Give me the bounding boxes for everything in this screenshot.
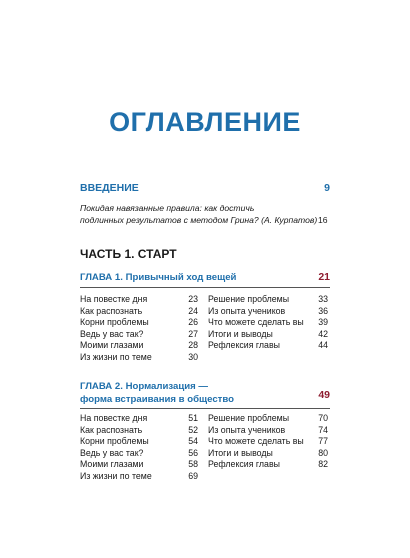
chapter2-left-list bbox=[80, 413, 198, 483]
toc-item[interactable]: Решение проблемы 33 bbox=[208, 294, 328, 304]
toc-item[interactable]: Из жизни по теме 30 bbox=[80, 351, 198, 362]
toc-item[interactable]: Рефлексия главы 82 bbox=[208, 459, 328, 470]
chapter1-heading[interactable] bbox=[80, 271, 330, 284]
chapter1-divider bbox=[80, 287, 330, 288]
toc-item[interactable]: Моими глазами 28 bbox=[80, 340, 198, 351]
intro-label: ВВЕДЕНИЕ bbox=[80, 182, 139, 194]
toc-item[interactable]: На повестке дня 51 bbox=[80, 413, 198, 423]
chapter2-title-line1: ГЛАВА 2. Нормализация — bbox=[80, 381, 209, 392]
chapter2-divider bbox=[80, 408, 330, 409]
toc-item[interactable]: Моими глазами 58 bbox=[80, 459, 198, 470]
chapter2-heading[interactable] bbox=[80, 380, 330, 406]
toc-item[interactable]: Что можете сделать вы 39 bbox=[208, 317, 328, 328]
intro-note-line2: подлинных результатов с методом Грина? (А. Курпатов) bbox=[80, 215, 318, 225]
toc-item[interactable]: Из опыта учеников 74 bbox=[208, 424, 328, 435]
toc-item[interactable]: Корни проблемы 26 bbox=[80, 317, 198, 328]
toc-item[interactable]: Решение проблемы 70 bbox=[208, 413, 328, 423]
chapter1-title: ГЛАВА 1. Привычный ход вещей bbox=[80, 272, 237, 283]
intro-note-page-number: 16 bbox=[318, 215, 328, 225]
chapter1-right-list bbox=[208, 294, 328, 352]
toc-item[interactable]: Из опыта учеников 36 bbox=[208, 305, 328, 316]
toc-item[interactable]: Ведь у вас так? 56 bbox=[80, 447, 198, 458]
toc-item[interactable]: Итоги и выводы 42 bbox=[208, 328, 328, 339]
toc-item[interactable]: Из жизни по теме 69 bbox=[80, 470, 198, 481]
part-heading: ЧАСТЬ 1. СТАРТ bbox=[80, 247, 177, 261]
toc-item[interactable]: Рефлексия главы 44 bbox=[208, 340, 328, 351]
chapter1-left-list bbox=[80, 294, 198, 364]
intro-subentry[interactable] bbox=[80, 202, 320, 226]
toc-item[interactable]: Итоги и выводы 80 bbox=[208, 447, 328, 458]
toc-item[interactable]: Корни проблемы 54 bbox=[80, 436, 198, 447]
toc-item[interactable]: На повестке дня 23 bbox=[80, 294, 198, 304]
intro-note-line1: Покидая навязанные правила: как достичь bbox=[80, 203, 255, 213]
toc-item[interactable]: Как распознать 52 bbox=[80, 424, 198, 435]
chapter2-page-number: 49 bbox=[318, 389, 330, 401]
page-title: ОГЛАВЛЕНИЕ bbox=[109, 107, 301, 137]
toc-item[interactable]: Как распознать 24 bbox=[80, 305, 198, 316]
chapter2-title-line2: форма встраивания в общество bbox=[80, 394, 235, 405]
chapter1-page-number: 21 bbox=[318, 271, 330, 283]
toc-item[interactable]: Ведь у вас так? 27 bbox=[80, 328, 198, 339]
intro-page-number: 9 bbox=[324, 182, 330, 194]
chapter2-right-list bbox=[208, 413, 328, 471]
toc-item[interactable]: Что можете сделать вы 77 bbox=[208, 436, 328, 447]
intro-entry[interactable] bbox=[80, 182, 330, 194]
